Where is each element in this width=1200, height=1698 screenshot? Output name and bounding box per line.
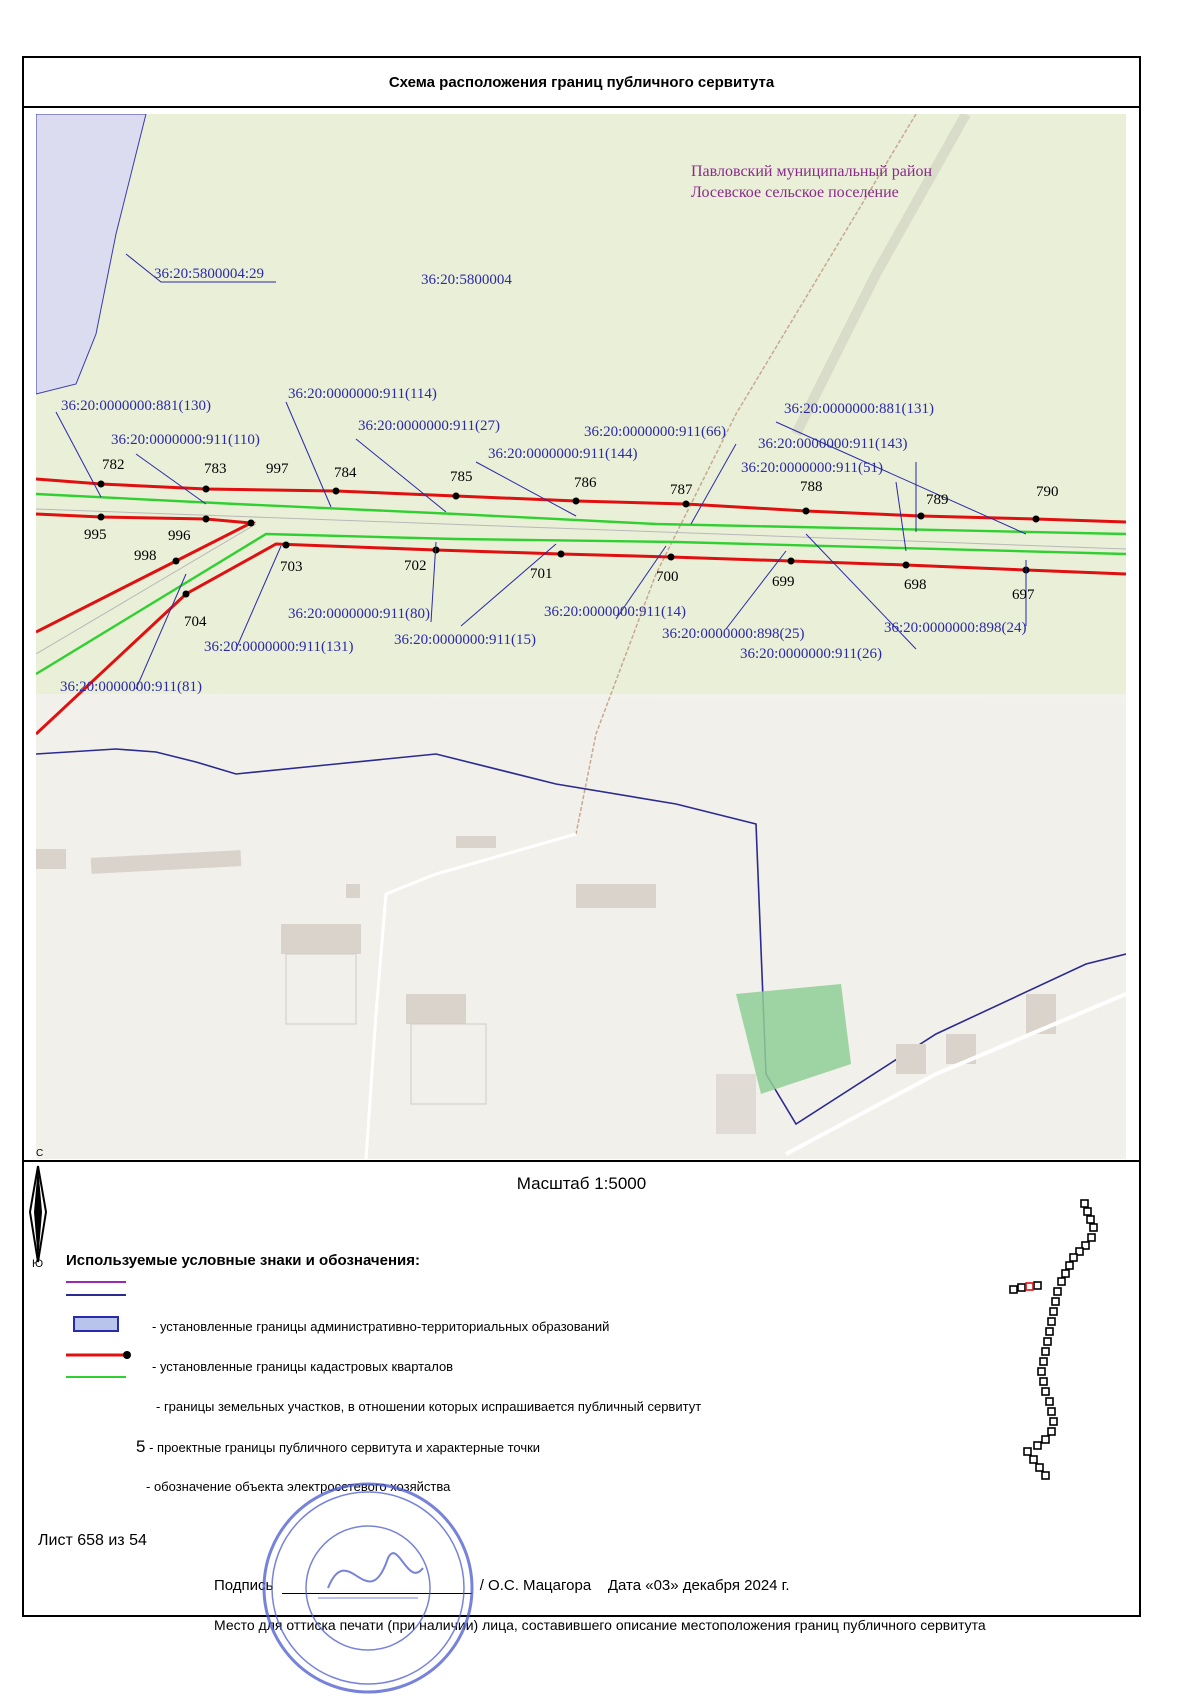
parcel-label: 36:20:0000000:881(131)	[784, 401, 934, 417]
legend-item-quarter: - установленные границы кадастровых кварталов	[152, 1359, 454, 1374]
point-marker	[918, 513, 925, 520]
point-marker	[203, 486, 210, 493]
parcel-label: 36:20:0000000:911(27)	[358, 418, 500, 434]
parcel-label: 36:20:0000000:911(114)	[288, 386, 437, 402]
building	[896, 1044, 926, 1074]
point-label: 787	[670, 482, 693, 498]
point-marker	[203, 516, 210, 523]
point-label: 998	[134, 548, 157, 564]
parcel-label: 36:20:0000000:898(25)	[662, 626, 805, 642]
parcel-label: 36:20:0000000:911(110)	[111, 432, 260, 448]
building	[406, 994, 466, 1024]
legend-item-admin: - установленные границы административно-территориальных образований	[152, 1319, 610, 1334]
overview-current-sheet	[1026, 1283, 1033, 1290]
point-label: 703	[280, 559, 303, 575]
compass-south-label: Ю	[32, 1258, 44, 1270]
parcel-label: 36:20:0000000:911(14)	[544, 604, 686, 620]
legend-panel	[24, 1160, 1139, 1633]
point-label: 702	[404, 558, 427, 574]
legend-item-parcel: - границы земельных участков, в отношении которых испрашивается публичный сервитут	[156, 1399, 702, 1414]
point-marker	[668, 554, 675, 561]
parcel-label: 36:20:5800004	[421, 272, 512, 288]
parcel-label: 36:20:0000000:911(26)	[740, 646, 882, 662]
point-label: 789	[926, 492, 949, 508]
point-label: 790	[1036, 484, 1059, 500]
signature-label: Подпись	[214, 1577, 274, 1594]
legend-symbols	[64, 1277, 134, 1387]
building	[716, 1074, 756, 1134]
point-label: 700	[656, 569, 679, 585]
point-marker	[573, 498, 580, 505]
point-marker	[453, 493, 460, 500]
building	[281, 924, 361, 954]
seal-stamp-icon	[258, 1478, 478, 1698]
building	[346, 884, 360, 898]
legend-item-power: - обозначение объекта электросетевого хозяйства	[146, 1479, 451, 1494]
parcel-label: 36:20:0000000:911(131)	[204, 639, 354, 655]
admin-label-district: Павловский муниципальный район	[691, 163, 933, 180]
point-label: 697	[1012, 587, 1035, 603]
point-marker	[173, 558, 180, 565]
point-marker	[803, 508, 810, 515]
map	[36, 114, 1126, 1159]
point-label: 783	[204, 461, 227, 477]
point-label: 782	[102, 457, 125, 473]
point-marker	[788, 558, 795, 565]
signature-name: / О.С. Мацагора	[479, 1577, 592, 1594]
point-marker	[248, 520, 255, 527]
parcel-label: 36:20:0000000:911(81)	[60, 679, 202, 695]
point-marker	[98, 514, 105, 521]
legend-point-sample: 5	[136, 1437, 146, 1456]
sheet	[22, 56, 1141, 1633]
parcel-label: 36:20:0000000:911(51)	[741, 460, 883, 476]
building	[456, 836, 496, 848]
parcel-label: 36:20:0000000:911(80)	[288, 606, 430, 622]
point-label: 698	[904, 577, 927, 593]
point-label: 995	[84, 527, 107, 543]
point-marker	[558, 551, 565, 558]
point-marker	[333, 488, 340, 495]
point-marker	[903, 562, 910, 569]
compass-north-label: С	[36, 1148, 44, 1159]
parcel-label: 36:20:0000000:898(24)	[884, 620, 1027, 636]
point-label: 785	[450, 469, 473, 485]
building	[576, 884, 656, 908]
scale-label: Масштаб 1:5000	[516, 1174, 647, 1193]
point-marker	[683, 501, 690, 508]
point-label: 788	[800, 479, 823, 495]
point-label: 786	[574, 475, 597, 491]
point-marker	[1033, 516, 1040, 523]
parcel-label: 36:20:0000000:881(130)	[61, 398, 211, 414]
parcel-label: 36:20:0000000:911(144)	[488, 446, 638, 462]
page-title: Схема расположения границ публичного сервитута	[24, 58, 1139, 108]
parcel-label: 36:20:5800004:29	[154, 266, 265, 282]
legend-item-servitude	[136, 1437, 540, 1457]
map-canvas	[36, 114, 1126, 1159]
signature-date: Дата «03» декабря 2024 г.	[607, 1577, 790, 1594]
point-label: 704	[184, 614, 207, 630]
parcel-label: 36:20:0000000:911(15)	[394, 632, 536, 648]
point-marker	[283, 542, 290, 549]
parcel-label: 36:20:0000000:911(143)	[758, 436, 908, 452]
admin-area-icon	[74, 1317, 118, 1331]
building	[36, 849, 66, 869]
point-label: 996	[168, 528, 191, 544]
point-marker	[183, 591, 190, 598]
legend-item-servitude-text: - проектные границы публичного сервитута и характерные точки	[149, 1440, 541, 1455]
seal-note: Место для оттиска печати (при наличии) лица, составившего описание местоположения границ публичного сервитута	[214, 1617, 986, 1633]
point-marker	[98, 481, 105, 488]
quarter-point-icon	[123, 1351, 131, 1359]
point-label: 784	[334, 465, 357, 481]
point-label: 701	[530, 566, 553, 582]
parcel-label: 36:20:0000000:911(66)	[584, 424, 726, 440]
point-label: 997	[266, 461, 289, 477]
overview-squares	[1010, 1200, 1097, 1479]
point-label: 699	[772, 574, 795, 590]
legend-title: Используемые условные знаки и обозначения:	[66, 1252, 421, 1269]
sheet-number: Лист 658 из 54	[38, 1532, 147, 1549]
admin-label-settlement: Лосевское сельское поселение	[691, 184, 899, 201]
overview-map	[984, 1192, 1114, 1512]
